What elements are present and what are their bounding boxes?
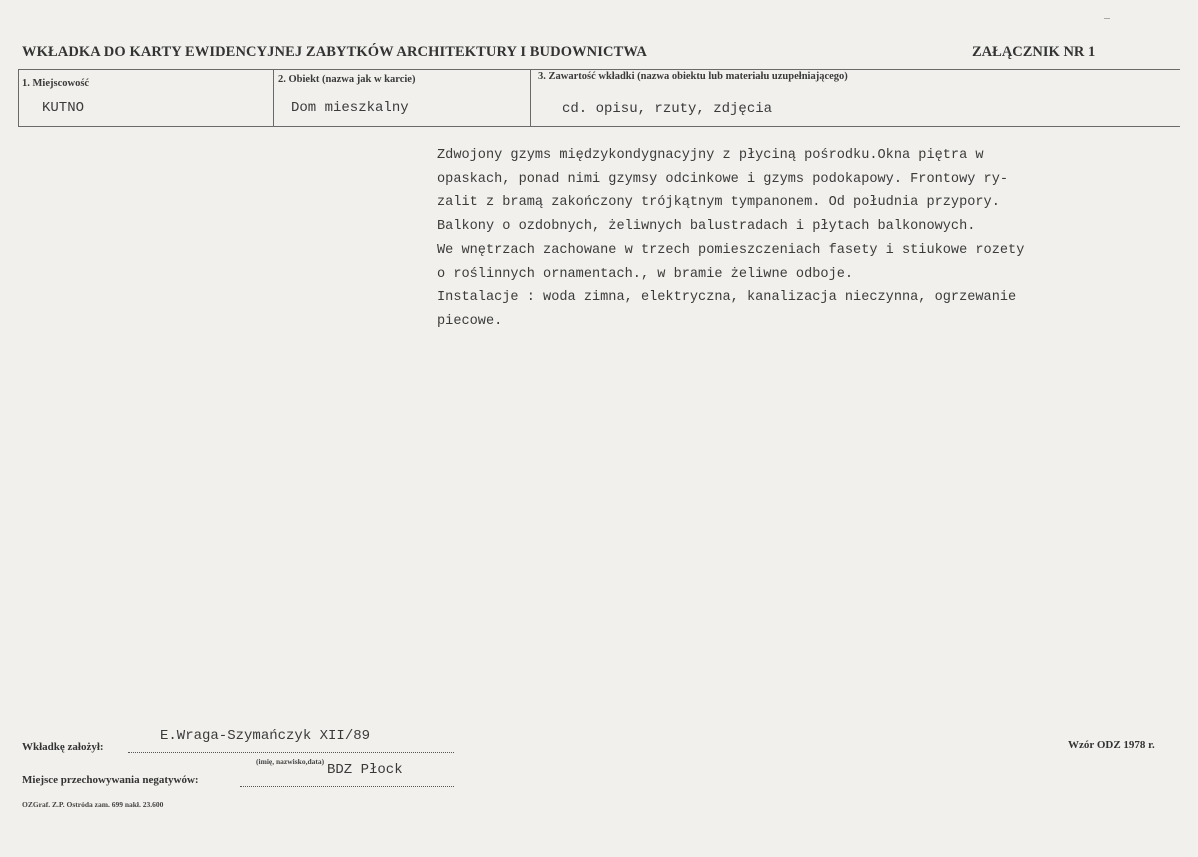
description-line: piecowe. [437, 313, 503, 329]
description-line: o roślinnych ornamentach., w bramie żeliwne odboje. [437, 266, 854, 282]
author-line [128, 752, 454, 753]
author-label: Wkładkę założył: [22, 741, 104, 753]
description-line: Instalacje : woda zimna, elektryczna, kanalizacja nieczynna, ogrzewanie [437, 290, 1017, 306]
print-note: OZGraf. Z.P. Ostróda zam. 699 nakł. 23.600 [22, 800, 164, 809]
pattern-label: Wzór ODZ 1978 r. [1068, 739, 1155, 751]
description-line: We wnętrzach zachowane w trzech pomieszczeniach fasety i stiukowe rozety [437, 242, 1025, 258]
description-line: zalit z bramą zakończony trójkątnym tympanonem. Od południa przypory. [437, 195, 1000, 211]
description-line: opaskach, ponad nimi gzymsy odcinkowe i gzyms podokapowy. Frontowy ry- [437, 171, 1009, 187]
author-hint: (imię, nazwisko,data) [256, 757, 325, 766]
field-divider-1 [273, 69, 274, 127]
location-value: KUTNO [42, 100, 85, 116]
corner-mark [1104, 18, 1110, 19]
contents-label: 3. Zawartość wkładki (nazwa obiektu lub materiału uzupełniającego) [538, 71, 848, 82]
description-line: Balkony o ozdobnych, żeliwnych balustradach i płytach balkonowych. [437, 219, 976, 235]
annex-number: ZAŁĄCZNIK NR 1 [972, 44, 1096, 60]
author-value: E.Wraga-Szymańczyk XII/89 [160, 728, 371, 744]
header-top-line [18, 69, 1180, 70]
contents-value: cd. opisu, rzuty, zdjęcia [562, 101, 773, 117]
form-title: WKŁADKA DO KARTY EWIDENCYJNEJ ZABYTKÓW ARCHITEKTURY I BUDOWNICTWA [22, 44, 647, 60]
description-text [437, 144, 1177, 334]
header-bottom-line [18, 126, 1180, 127]
object-label: 2. Obiekt (nazwa jak w karcie) [278, 74, 416, 85]
storage-label: Miejsce przechowywania negatywów: [22, 774, 199, 786]
header-left-border [18, 69, 19, 127]
description-line: Zdwojony gzyms międzykondygnacyjny z płyciną pośrodku.Okna piętra w [437, 148, 984, 163]
object-value: Dom mieszkalny [291, 100, 409, 116]
storage-line [240, 786, 454, 787]
field-divider-2 [530, 69, 531, 127]
location-label: 1. Miejscowość [22, 78, 90, 89]
storage-value: BDZ Płock [327, 762, 403, 778]
